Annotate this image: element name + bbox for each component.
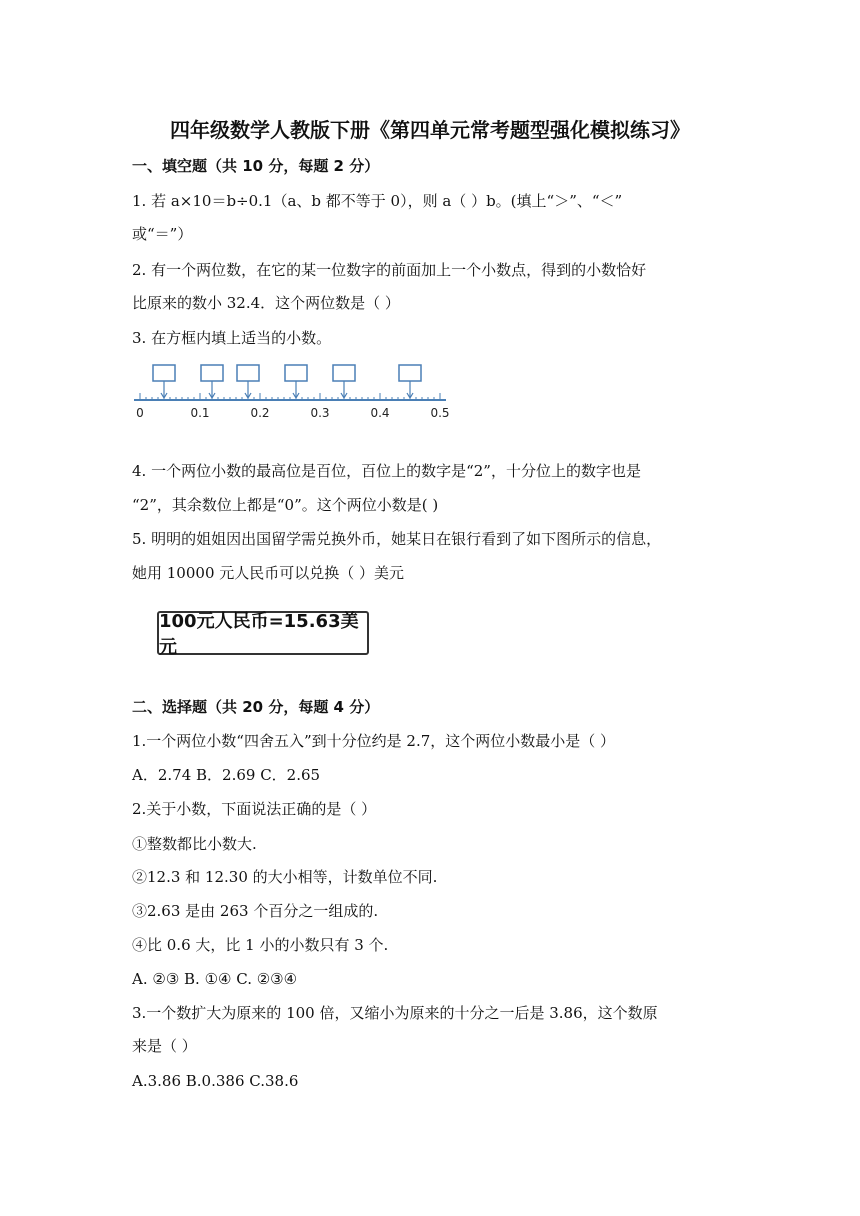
question-text: 2.关于小数，下面说法正确的是（ ） [132,800,377,818]
question-text: 2. 有一个两位数，在它的某一位数字的前面加上一个小数点，得到的小数恰好 [132,261,647,279]
answer-options: A.3.86 B.0.386 C.38.6 [132,1072,299,1090]
question-text: 1.一个两位小数“四舍五入”到十分位约是 2.7，这个两位小数最小是（ ） [132,732,616,750]
exchange-rate-box: 100元人民币=15.63美元 [157,611,369,655]
tick-label: 0.4 [370,406,390,420]
answer-box [153,365,175,381]
tick-label: 0.2 [250,406,270,420]
question-text: “2”，其余数位上都是“0”。这个两位小数是( ) [132,496,439,514]
document-title: 四年级数学人教版下册《第四单元常考题型强化模拟练习》 [170,118,690,142]
statement-item: ④比 0.6 大，比 1 小的小数只有 3 个. [132,936,389,954]
statement-item: ③2.63 是由 263 个百分之一组成的. [132,902,379,920]
question-text: 3.一个数扩大为原来的 100 倍，又缩小为原来的十分之一后是 3.86，这个数原 [132,1004,658,1022]
question-text: 或“＝”） [132,225,193,243]
answer-box [333,365,355,381]
question-text: 4. 一个两位小数的最高位是百位，百位上的数字是“2”，十分位上的数字也是 [132,462,641,480]
section-heading-fill-in: 一、填空题（共 10 分，每题 2 分） [132,157,380,175]
answer-options: A. ②③ B. ①④ C. ②③④ [132,970,298,988]
question-text: 1. 若 a×10＝b÷0.1（a、b 都不等于 0），则 a（ ）b。(填上“＞”、“＜” [132,192,623,210]
tick-label: 0.1 [190,406,210,420]
tick-label: 0 [136,406,144,420]
tick-label: 0.3 [310,406,330,420]
tick-label: 0.5 [430,406,450,420]
answer-box [285,365,307,381]
question-text: 比原来的数小 32.4．这个两位数是（ ） [132,294,400,312]
question-text: 她用 10000 元人民币可以兑换（ ）美元 [132,564,405,582]
answer-box [201,365,223,381]
answer-box [399,365,421,381]
section-heading-choice: 二、选择题（共 20 分，每题 4 分） [132,698,380,716]
answer-options: A．2.74 B．2.69 C．2.65 [132,766,321,784]
question-text: 3. 在方框内填上适当的小数。 [132,329,332,347]
question-text: 来是（ ） [132,1037,197,1055]
number-line-figure [132,362,462,422]
statement-item: ①整数都比小数大. [132,835,257,853]
statement-item: ②12.3 和 12.30 的大小相等，计数单位不同. [132,868,438,886]
answer-box [237,365,259,381]
question-text: 5. 明明的姐姐因出国留学需兑换外币，她某日在银行看到了如下图所示的信息， [132,530,662,548]
